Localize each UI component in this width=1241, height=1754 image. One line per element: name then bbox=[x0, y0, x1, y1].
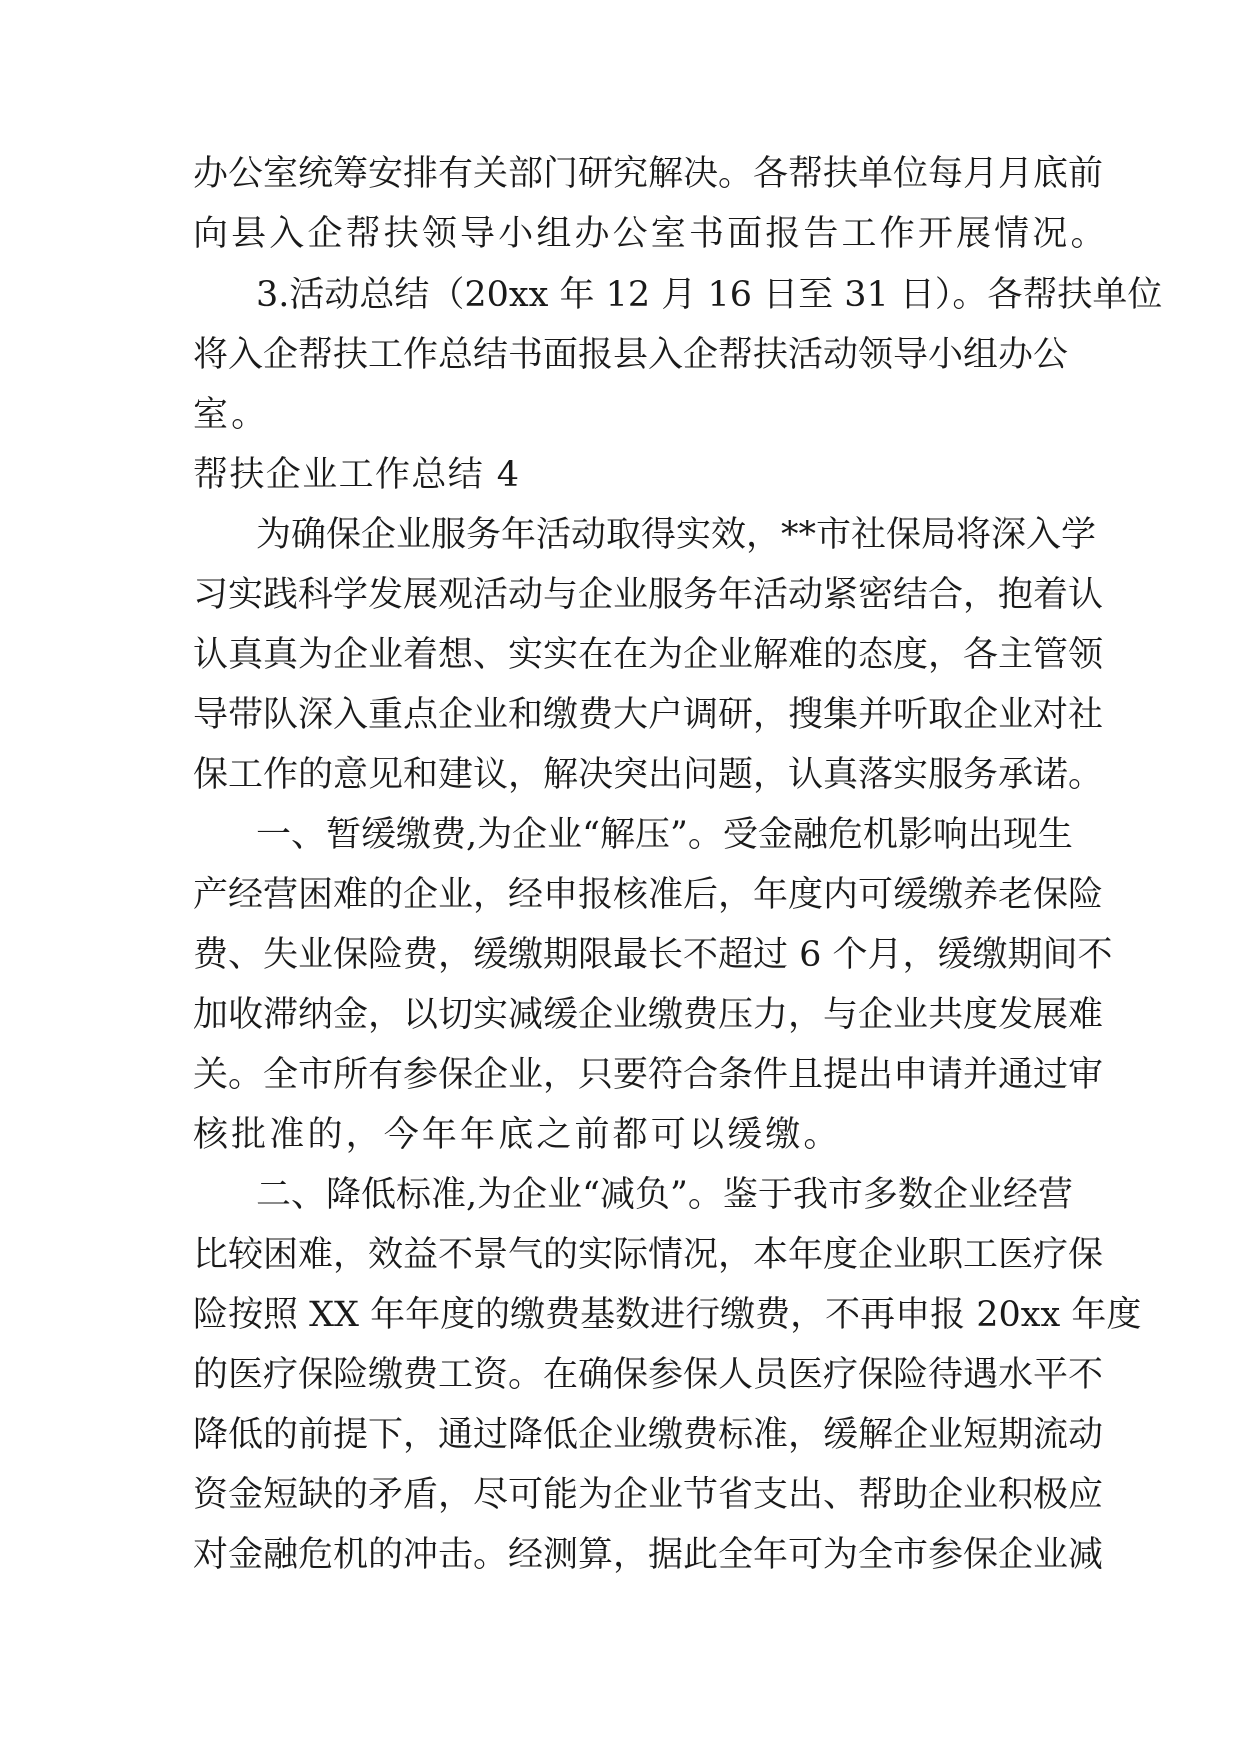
text-line: 保工作的意见和建议，解决突出问题，认真落实服务承诺。 bbox=[193, 755, 1104, 795]
text-line: 认真真为企业着想、实实在在为企业解难的态度，各主管领 bbox=[193, 635, 1104, 675]
text-line: 二、降低标准,为企业“减负”。鉴于我市多数企业经营 bbox=[256, 1175, 1073, 1215]
text-line: 产经营困难的企业，经申报核准后，年度内可缓缴养老保险 bbox=[193, 875, 1104, 915]
text-line: 将入企帮扶工作总结书面报县入企帮扶活动领导小组办公 bbox=[193, 335, 1069, 375]
text-line: 关。全市所有参保企业，只要符合条件且提出申请并通过审 bbox=[193, 1055, 1104, 1095]
section-heading: 帮扶企业工作总结 4 bbox=[193, 455, 521, 495]
text-line: 费、失业保险费，缓缴期限最长不超过 6 个月，缓缴期间不 bbox=[193, 935, 1113, 975]
text-line: 对金融危机的冲击。经测算，据此全年可为全市参保企业减 bbox=[193, 1535, 1104, 1575]
text-line: 加收滞纳金，以切实减缓企业缴费压力，与企业共度发展难 bbox=[193, 995, 1104, 1035]
text-line: 比较困难，效益不景气的实际情况，本年度企业职工医疗保 bbox=[193, 1235, 1104, 1275]
text-line: 一、暂缓缴费,为企业“解压”。受金融危机影响出现生 bbox=[256, 815, 1073, 855]
text-line: 资金短缺的矛盾，尽可能为企业节省支出、帮助企业积极应 bbox=[193, 1475, 1104, 1515]
text-line: 为确保企业服务年活动取得实效，**市社保局将深入学 bbox=[256, 515, 1097, 555]
text-line: 向县入企帮扶领导小组办公室书面报告工作开展情况。 bbox=[193, 214, 1109, 254]
text-line: 习实践科学发展观活动与企业服务年活动紧密结合，抱着认 bbox=[193, 575, 1104, 615]
text-line: 核批准的，今年年底之前都可以缓缴。 bbox=[193, 1115, 842, 1155]
text-line: 3.活动总结（20xx 年 12 月 16 日至 31 日）。各帮扶单位 bbox=[256, 275, 1163, 315]
text-line: 室。 bbox=[193, 395, 270, 435]
text-line: 险按照 XX 年年度的缴费基数进行缴费，不再申报 20xx 年度 bbox=[193, 1295, 1142, 1335]
text-line: 的医疗保险缴费工资。在确保参保人员医疗保险待遇水平不 bbox=[193, 1355, 1104, 1395]
text-line: 办公室统筹安排有关部门研究解决。各帮扶单位每月月底前 bbox=[193, 154, 1104, 194]
text-line: 导带队深入重点企业和缴费大户调研，搜集并听取企业对社 bbox=[193, 695, 1104, 735]
text-line: 降低的前提下，通过降低企业缴费标准，缓解企业短期流动 bbox=[193, 1415, 1104, 1455]
